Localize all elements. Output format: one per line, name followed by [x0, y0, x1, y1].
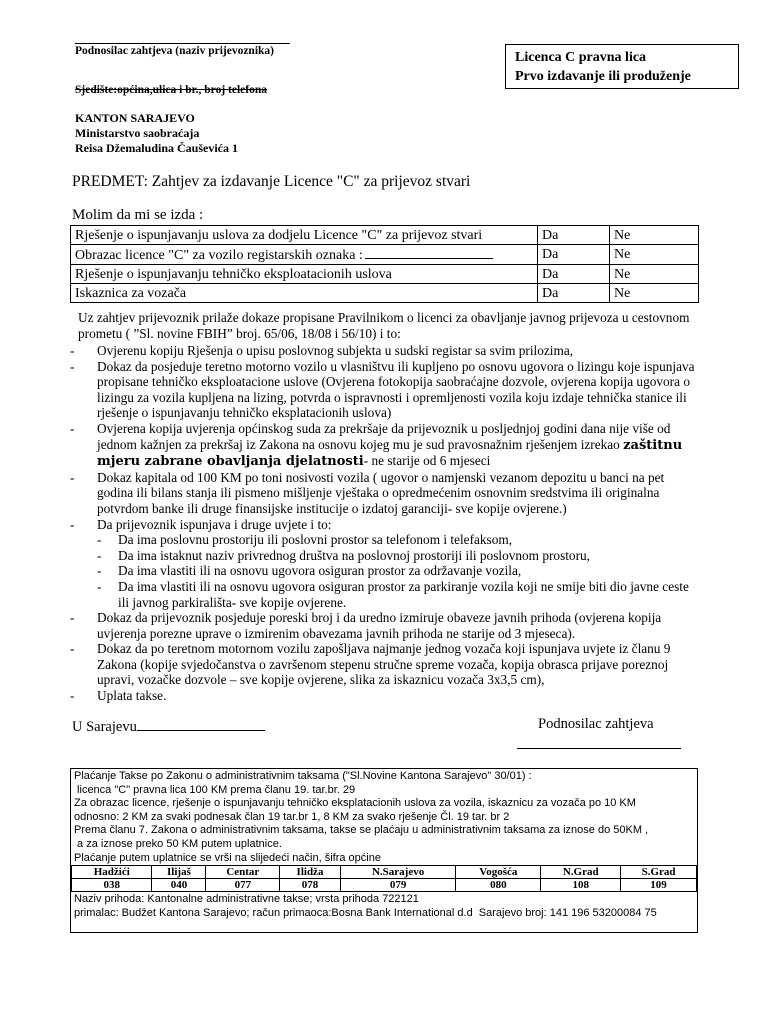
request-intro: Molim da mi se izda : [72, 207, 204, 223]
option-yes[interactable]: Da [538, 284, 610, 303]
list-dash: - [97, 563, 102, 579]
applicant-signature-line [75, 43, 290, 44]
applicant-label: Podnosilac zahtjeva (naziv prijevoznika) [75, 45, 274, 57]
option-label [71, 245, 538, 265]
municipality-code: 078 [280, 879, 341, 892]
requirement-subtext: Da ima vlastiti ili na osnovu ugovora osiguran prostor za održavanje vozila, [118, 563, 522, 579]
seat-label: Sjedište:općina,ulica i br., broj telefona [75, 84, 267, 96]
option-row [71, 265, 699, 284]
date-blank[interactable] [137, 716, 265, 731]
municipality-code: 079 [340, 879, 456, 892]
list-dash: - [70, 516, 75, 532]
payment-recipient-line: primalac: Budžet Kantona Sarajevo; račun primaoca:Bosna Bank International d.d Sarajevo broj: 141 196 53200084 75 [74, 906, 657, 919]
municipality-name: Vogošća [456, 866, 541, 879]
requirement-text: - ne starije od 6 mjeseci [363, 453, 491, 469]
option-no[interactable]: Ne [610, 226, 699, 245]
fee-line: Plaćanje putem uplatnice se vrši na slijedeći način, šifra općine [74, 851, 381, 864]
list-dash: - [97, 532, 102, 548]
requirements-list [70, 343, 695, 704]
municipality-names-row [72, 866, 697, 879]
recipient-ministry: Ministarstvo saobraćaja [75, 126, 200, 140]
municipality-code: 038 [72, 879, 152, 892]
municipality-codes-table [71, 865, 697, 892]
fee-info-box [70, 768, 698, 933]
requirement-item [70, 641, 695, 688]
municipality-name: S.Grad [621, 866, 697, 879]
fee-line: licenca "C" pravna lica 100 KM prema članu 19. tar.br. 29 [74, 783, 356, 796]
requirement-item [70, 359, 695, 421]
option-label: Rješenje o ispunjavanju uslova za dodjelu Licence "C" za prijevoz stvari [71, 226, 538, 245]
requirement-subitem [70, 532, 695, 548]
requested-documents-table [70, 225, 699, 303]
subject-line: PREDMET: Zahtjev za izdavanje Licence "C" za prijevoz stvari [72, 173, 471, 190]
place-line [72, 716, 265, 736]
requirement-subtext: Da ima poslovnu prostoriju ili poslovni prostor sa telefonom i telefaksom, [118, 532, 513, 548]
list-dash: - [70, 469, 75, 485]
recipient-canton: KANTON SARAJEVO [75, 111, 195, 125]
list-dash: - [70, 358, 75, 374]
option-yes[interactable]: Da [538, 245, 610, 265]
option-no[interactable]: Ne [610, 245, 699, 265]
requirement-item [70, 610, 695, 641]
license-type-line-1: Licenca C pravna lica [515, 50, 647, 65]
option-row [71, 226, 699, 245]
list-dash: - [70, 420, 75, 436]
fee-line: Za obrazac licence, rješenje o ispunjavanju tehničko eksplatacionih uslova za vozila, iskaznicu za vozača po 10 KM [74, 797, 636, 810]
requirement-text: Dokaz da prijevoznik posjeduje poreski broj i da uredno izmiruje obaveze javnih prihoda (ovjerena kopija uvjerenja porezne uprave o izmirenim obavezama javnih prihoda ne starije od 3 mjeseca). [97, 610, 662, 641]
requirement-text: Da prijevoznik ispunjava i druge uvjete i to: [97, 516, 332, 532]
intro-paragraph [72, 310, 703, 341]
municipality-name: Ilidža [280, 866, 341, 879]
requirement-subitem [70, 548, 695, 564]
list-dash: - [97, 578, 102, 594]
requirement-item [70, 688, 695, 704]
recipient-address [75, 111, 238, 156]
fee-line: odnosno: 2 KM za svaki podnesak član 19 tar.br 1, 8 KM za svako rješenje Čl. 19 tar. br 2 [74, 810, 510, 823]
requirement-subtext: Da ima istaknut naziv privrednog društva na poslovnoj prostoriji ili poslovnom prostoru, [118, 547, 590, 563]
registration-blank[interactable] [365, 245, 493, 259]
municipality-code: 080 [456, 879, 541, 892]
municipality-name: Hadžići [72, 866, 152, 879]
municipality-code: 108 [541, 879, 621, 892]
option-label: Iskaznica za vozača [71, 284, 538, 303]
municipality-code: 077 [206, 879, 280, 892]
requirement-text: Ovjerena kopija uvjerenja općinskog suda za prekršaje da prijevoznik u posljednjoj godini dana nije više od jednom kažnjen za prekršaj iz Zakona na osnovu kojeg mu je sud pravosnažnim rješenjem izrekao [97, 420, 671, 452]
requirement-text: Dokaz kapitala od 100 KM po toni nosivosti vozila ( ugovor o namjenski vezanom depozitu u banci na pet godina ili bilans stanja ili pismeno mišljenje vještaka o opredmećenim osnovnim sredstvima ili originalna potvrdom banke ili druge finansijske institucije o izdatoj garanciji- sve kopije ovjerene.) [97, 469, 665, 516]
license-type-line-2: Prvo izdavanje ili produženje [515, 69, 691, 84]
list-dash: - [70, 688, 75, 704]
requirement-subtext: Da ima vlastiti ili na osnovu ugovora osiguran prostor za parkiranje vozila koji ne smije biti dio javne ceste ili javnog parkirališta- sve kopije ovjerene. [118, 578, 689, 610]
list-dash: - [70, 641, 75, 657]
fee-line: Plaćanje Takse po Zakonu o administrativnim taksama ("Sl.Novine Kantona Sarajevo" 30/01) : [74, 770, 532, 782]
requirement-text: Uplata takse. [97, 688, 167, 704]
option-label: Rješenje o ispunjavanju tehničko eksploatacionih uslova [71, 265, 538, 284]
requirement-item [70, 470, 695, 517]
option-row [71, 284, 699, 303]
intro-text: Uz zahtjev prijevoznik prilaže dokaze propisane Pravilnikom o licenci za obavljanje javnog prijevoza u cestovnom prometu ( ”Sl. novine FBIH” broj. 65/06, 18/08 i 56/10) i to: [78, 310, 690, 341]
municipality-code: 109 [621, 879, 697, 892]
fee-line: Prema članu 7. Zakona o administrativnim taksama, takse se plaćaju u administrativnim taksama za iznose do 50KM , [74, 824, 649, 837]
list-dash: - [70, 610, 75, 626]
option-label-text: Obrazac licence "C" za vozilo registarskih oznaka : [75, 248, 363, 263]
requirement-item [70, 343, 695, 359]
requirement-text: Dokaz da posjeduje teretno motorno vozilo u vlasništvu ili kupljeno po osnovu ugovora o lizingu koje ispunjava propisane tehničko eksploatacione uslove (Ovjerena fotokopija saobraćajne dozvole, ovjerena kopija ugovora o lizingu za vozila kupljena na lizing, potvrda o ispravnosti i opremljenosti vozila koju izdaje tehnička stanice ili rješenje o ispunjavanju tehničko eksplatacionih uslova) [97, 358, 695, 421]
requirement-subitem [70, 563, 695, 579]
revenue-name-line: Naziv prihoda: Kantonalne administrativne takse; vrsta prihoda 722121 [74, 893, 419, 906]
license-type-box [505, 44, 739, 89]
applicant-signature-blank[interactable] [517, 748, 681, 749]
fee-line: a za iznose preko 50 KM putem uplatnice. [74, 837, 282, 850]
option-no[interactable]: Ne [610, 265, 699, 284]
recipient-street: Reisa Džemaludina Čauševića 1 [75, 141, 238, 155]
list-dash: - [97, 547, 102, 563]
municipality-name: Ilijaš [152, 866, 206, 879]
requirement-text: Ovjerenu kopiju Rješenja o upisu poslovnog subjekta u sudski registar sa svim prilozima, [97, 343, 574, 358]
option-yes[interactable]: Da [538, 265, 610, 284]
option-row [71, 245, 699, 265]
requirement-text: Dokaz da po teretnom motornom vozilu zapošljava najmanje jednog vozača koji ispunjava uvjete iz članu 9 Zakona (kopije svjedočanstva o završenom stepenu stručne spreme vozača, kopija obrasca prijave poreznoj upravi, vozačke dozvole – sve kopije ovjerene, slika za iskaznicu vozača 3x3,5 cm), [97, 641, 671, 688]
municipality-name: N.Grad [541, 866, 621, 879]
option-yes[interactable]: Da [538, 226, 610, 245]
requirement-subitem [70, 579, 695, 610]
requirement-emphasis: zaštitnu mjeru zabrane obavljanja djelatnosti [97, 437, 683, 470]
municipality-name: Centar [206, 866, 280, 879]
municipality-name: N.Sarajevo [340, 866, 456, 879]
municipality-codes-row [72, 879, 697, 892]
applicant-signature-label: Podnosilac zahtjeva [538, 716, 654, 732]
municipality-code: 040 [152, 879, 206, 892]
place-label: U Sarajevu [72, 719, 137, 735]
requirement-item [70, 517, 695, 533]
requirement-item [70, 421, 695, 470]
list-dash: - [70, 343, 75, 358]
option-no[interactable]: Ne [610, 284, 699, 303]
